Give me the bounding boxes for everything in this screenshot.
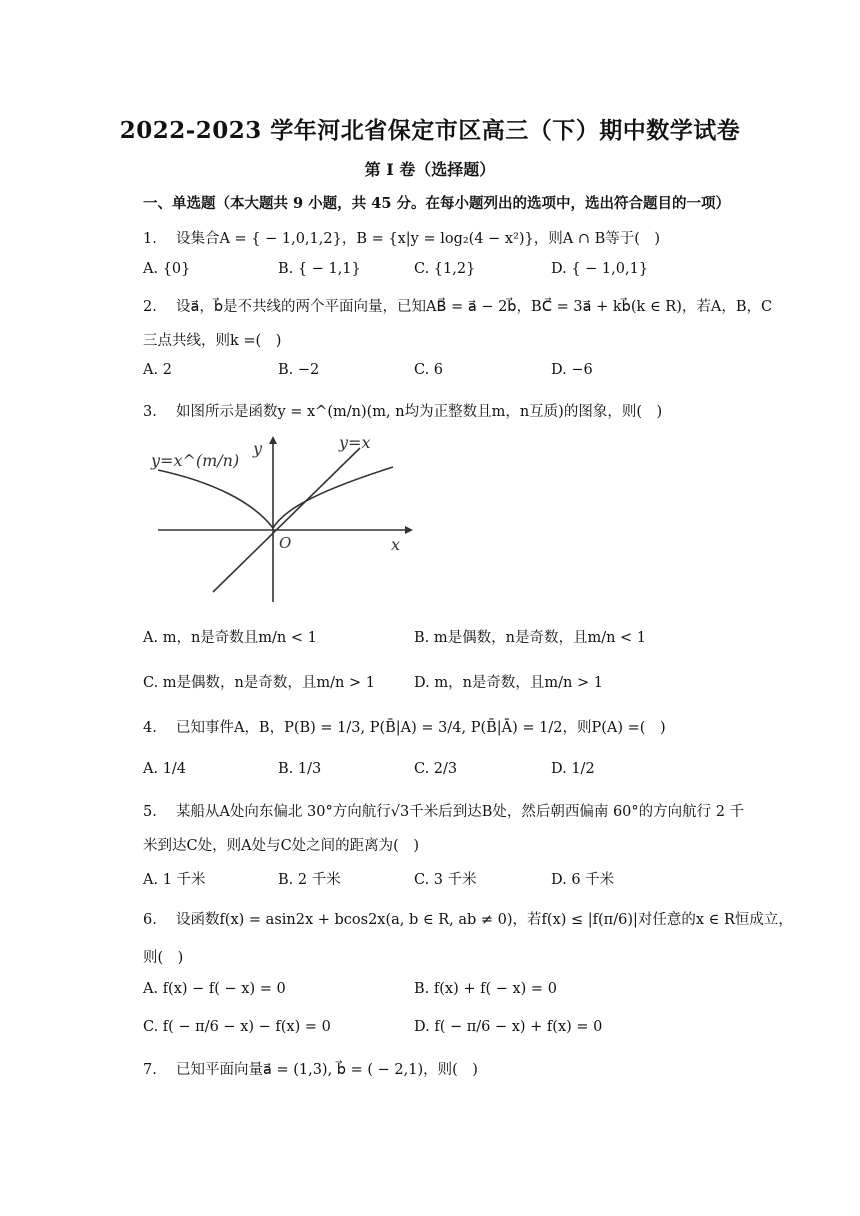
q5-option-d: D. 6 千米 (551, 872, 615, 888)
q2-option-b: B. −2 (278, 362, 320, 378)
q3-option-d: D. m，n是奇数，且m/n > 1 (414, 675, 603, 691)
question-1-text: 1. 设集合A = { − 1,0,1,2}，B = {x|y = log₂(4 − x²)}，则A ∩ B等于( ) (143, 231, 661, 247)
page-title: 2022-2023 学年河北省保定市区高三（下）期中数学试卷 (119, 117, 741, 144)
q5-option-b: B. 2 千米 (278, 872, 341, 888)
q4-option-d: D. 1/2 (551, 761, 595, 777)
q6-option-b: B. f(x) + f( − x) = 0 (414, 981, 557, 997)
function-graph (143, 432, 413, 610)
q4-option-a: A. 1/4 (143, 761, 187, 777)
question-2-text: 2. 设a⃗，b⃗是不共线的两个平面向量，已知AB⃗ = a⃗ − 2b⃗，BC⃗ = 3a⃗ + kb⃗(k ∈ R)，若A，B，C (143, 299, 773, 315)
q1-option-c: C. {1,2} (414, 261, 476, 277)
q1-option-b: B. { − 1,1} (278, 261, 361, 277)
q5-option-c: C. 3 千米 (414, 872, 477, 888)
q2-option-d: D. −6 (551, 362, 593, 378)
q6-option-d: D. f( − π/6 − x) + f(x) = 0 (414, 1019, 603, 1035)
section-heading: 一、单选题（本大题共 9 小题，共 45 分。在每小题列出的选项中，选出符合题目的一项） (143, 195, 730, 212)
question-5-text: 5. 某船从A处向东偏北 30°方向航行√3千米后到达B处，然后朝西偏南 60°的方向航行 2 千 (143, 804, 745, 820)
question-5-text-cont: 米到达C处，则A处与C处之间的距离为( ) (143, 838, 419, 854)
q1-option-a: A. {0} (143, 261, 191, 277)
graph-label-curve: y=x^(m/n) (151, 451, 240, 470)
q6-option-a: A. f(x) − f( − x) = 0 (143, 981, 286, 997)
q6-option-c: C. f( − π/6 − x) − f(x) = 0 (143, 1019, 331, 1035)
question-6-text-cont: 则( ) (143, 950, 184, 966)
q4-option-b: B. 1/3 (278, 761, 322, 777)
q1-option-d: D. { − 1,0,1} (551, 261, 649, 277)
question-2-text-cont: 三点共线，则k =( ) (143, 333, 282, 349)
page-subtitle: 第 I 卷（选择题） (364, 160, 496, 179)
graph-label-line: y=x (339, 433, 371, 452)
q2-option-c: C. 6 (414, 362, 444, 378)
question-3-text: 3. 如图所示是函数y = x^(m/n)(m, n均为正整数且m，n互质)的图象，则( ) (143, 404, 663, 420)
q4-option-c: C. 2/3 (414, 761, 458, 777)
q5-option-a: A. 1 千米 (143, 872, 206, 888)
question-6-text: 6. 设函数f(x) = asin2x + bcos2x(a, b ∈ R, ab ≠ 0)，若f(x) ≤ |f(π/6)|对任意的x ∈ R恒成立， (143, 912, 793, 928)
graph-label-origin: O (279, 534, 292, 552)
q3-option-a: A. m，n是奇数且m/n < 1 (143, 630, 317, 646)
graph-label-y: y (253, 439, 263, 458)
question-4-text: 4. 已知事件A，B，P(B) = 1/3, P(B̄|A) = 3/4, P(B̄|Ā) = 1/2，则P(A) =( ) (143, 720, 666, 736)
q2-option-a: A. 2 (143, 362, 172, 378)
q3-option-b: B. m是偶数，n是奇数，且m/n < 1 (414, 630, 647, 646)
q3-option-c: C. m是偶数，n是奇数，且m/n > 1 (143, 675, 375, 691)
graph-label-x: x (391, 535, 401, 554)
question-7-text: 7. 已知平面向量a⃗ = (1,3), b⃗ = ( − 2,1)，则( ) (143, 1062, 478, 1078)
